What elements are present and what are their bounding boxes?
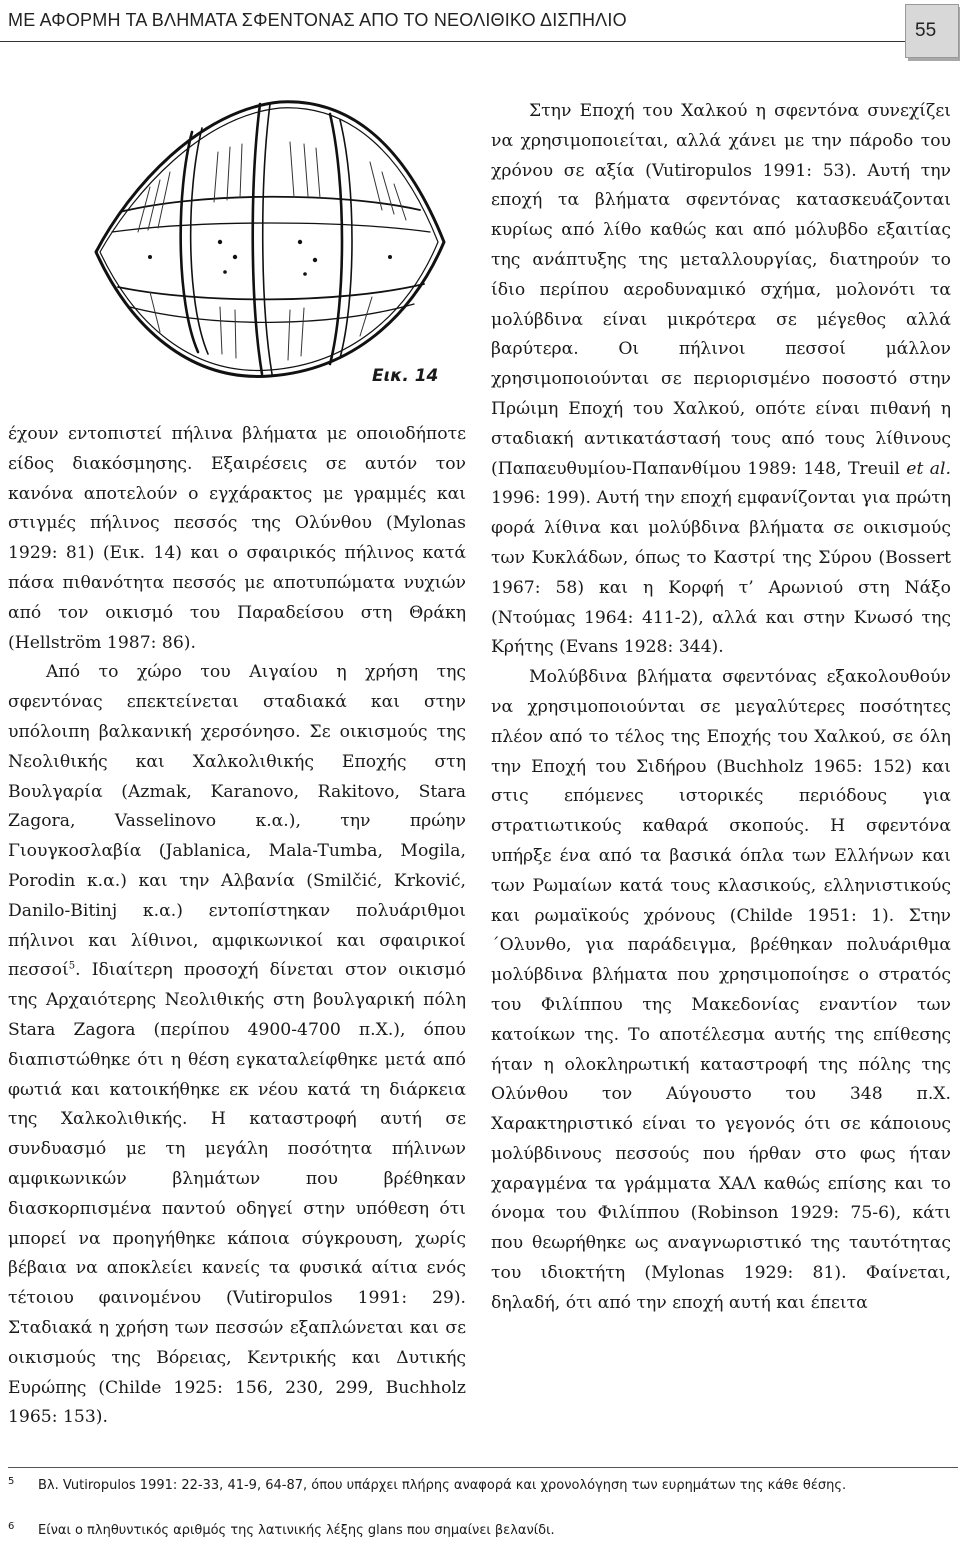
left-paragraph-2-a: Από το χώρο του Αιγαίου η χρήση της σφεντόνας επεκτείνεται σταδιακά και στην υπόλοιπη βαλκανική χερσόνησο. Σε οικισμούς της Νεολιθικής και Χαλκολιθικής Εποχής στη Βουλγαρία (Azmak, Karanovo, Rakitovo, Stara Zagora, Vasselinovo κ.α.), την πρώην Γιουγκοσλαβία (Jablanica, Mala-Tumba, Mogila, Porodin κ.α.) και την Αλβανία (Smilčić, Krković, Danilo-Bitinj κ.α.) εντοπίστηκαν πολυάριθμοι πήλινοι και λίθινοι, αμφικωνικοί και σφαιρικοί πεσσοί (8, 662, 466, 981)
left-paragraph-2-b: . Ιδιαίτερη προσοχή δίνεται στον οικισμό της Αρχαιότερης Νεολιθικής στη βουλγαρική πόλη Stara Zagora (περίπου 4900-4700 π.Χ.), όπου διαπιστώθηκε ότι η θέση εγκαταλείφθηκε μετά από φωτιά και κατοικήθηκε εκ νέου κατά τη διάρκεια της Χαλκολιθικής. Η καταστροφή αυτή σε συνδυασμό με τη μεγάλη ποσότητα πήλινων αμφικωνικών βλημάτων που βρέθηκαν διασκορπισμένα παντού οδηγεί στην υπόθεση ότι μπορεί να προηγήθηκε κάποια σύγκρουση, χωρίς βέβαια να αποκλείει κανείς τα φυσικά αίτια ενός τέτοιου φαινομένου (Vutiropulos 1991: 29). Σταδιακά η χρήση των πεσσών εξαπλώνεται και σε οικισμούς της Βόρειας, Κεντρικής και Δυτικής Ευρώπης (Childe 1925: 156, 230, 299, Buchholz 1965: 153). (8, 960, 466, 1428)
header-rule (0, 41, 905, 42)
footnote-number: 6 (8, 1521, 15, 1532)
footnote-5 (8, 1476, 958, 1495)
right-column (491, 97, 951, 1319)
figure-caption: Εικ. 14 (372, 366, 439, 386)
footnote-text: Είναι ο πληθυντικός αριθμός της λατινικής λέξης glans που σημαίνει βελανίδι. (38, 1523, 555, 1538)
footnote-number: 5 (8, 1476, 15, 1487)
footnote-rule (8, 1467, 958, 1468)
footnote-ref-5[interactable]: 5 (68, 960, 76, 972)
right-paragraph-1 (491, 97, 951, 663)
sling-bullet-drawing (90, 92, 450, 387)
footnote-text: Βλ. Vutiropulos 1991: 22-33, 41-9, 64-87, όπου υπάρχει πλήρης αναφορά και χρονολόγηση των ευρημάτων της κάθε θέσης. (38, 1478, 847, 1493)
footnote-6 (8, 1521, 958, 1540)
left-paragraph-2 (8, 658, 466, 1433)
right-paragraph-2: Μολύβδινα βλήματα σφεντόνας εξακολουθούν να χρησιμοποιούνται σε μεγαλύτερες ποσότητες πλέον από το τέλος της Εποχής του Χαλκού, σε όλη την Εποχή του Σιδήρου (Buchholz 1965: 152) και στις επόμενες ιστορικές περιόδους για στρατιωτικούς καθαρά σκοπούς. Η σφεντόνα υπήρξε ένα από τα βασικά όπλα των Ελλήνων και των Ρωμαίων κατά τους κλασικούς, ελληνιστικούς και ρωμαϊκούς χρόνους (Childe 1951: 1). Στην ΄Ολυνθο, για παράδειγμα, βρέθηκαν πολυάριθμα μολύβδινα βλήματα που χρησιμοποίησε ο στρατός του Φιλίππου της Μακεδονίας εναντίον των κατοίκων της. Το αποτέλεσμα αυτής της επίθεσης ήταν η ολοκληρωτική καταστροφή της πόλης της Ολύνθου τον Αύγουστο του 348 π.Χ. Χαρακτηριστικό είναι το γεγονός ότι σε κάποιους μολύβδινους πεσσούς που ήρθαν στο φως ήταν χαραγμένα τα γράμματα ΧΑΛ καθώς επίσης και το όνομα του Φιλίππου (Robinson 1929: 75-6), κάτι που θεωρήθηκε ως αναγνωριστικό της ταυτότητας του ιδιοκτήτη (Mylonas 1929: 81). Φαίνεται, δηλαδή, ότι από την εποχή αυτή και έπειτα (491, 667, 951, 1313)
left-paragraph-1: έχουν εντοπιστεί πήλινα βλήματα με οποιοδήποτε είδος διακόσμησης. Εξαιρέσεις σε αυτόν τον κανόνα αποτελούν ο εγχάρακτος με γραμμές και στιγμές πήλινος πεσσός της Ολύνθου (Mylonas 1929: 81) (Εικ. 14) και ο σφαιρικός πήλινος κατά πάσα πιθανότητα πεσσός με αποτυπώματα νυχιών από τον οικισμό του Παραδείσου στη Θράκη (Hellström 1987: 86). (8, 424, 466, 653)
et-al: et al. (906, 458, 952, 479)
running-title: ΜΕ ΑΦΟΡΜΗ ΤΑ ΒΛΗΜΑΤΑ ΣΦΕΝΤΟΝΑΣ ΑΠΟ ΤΟ ΝΕΟΛΙΘΙΚΟ ΔΙΣΠΗΛΙΟ (8, 10, 627, 30)
right-paragraph-1-b: 1996: 199). Αυτή την εποχή εμφανίζονται για πρώτη φορά λίθινα και μολύβδινα βλήματα σε οικισμούς των Κυκλάδων, όπως το Καστρί της Σύρου (Bossert 1967: 58) και η Κορφή τ’ Αρωνιού στη Νάξο (Ντούμας 1964: 411-2), αλλά και στην Κνωσό της Κρήτης (Evans 1928: 344). (491, 488, 951, 658)
left-column (8, 420, 466, 1433)
right-paragraph-1-a: Στην Εποχή του Χαλκού η σφεντόνα συνεχίζει να χρησιμοποιείται, αλλά χάνει με την πάροδο του χρόνου σε αξία (Vutiropulos 1991: 53). Αυτή την εποχή τα βλήματα σφεντόνας κατασκευάζονται κυρίως από λίθο καθώς και από μόλυβδο εξαιτίας της ανάπτυξης της μεταλλουργίας, διατηρούν το ίδιο περίπου αεροδυναμικό σχήμα, μολονότι τα μολύβδινα είναι μικρότερα σε μέγεθος αλλά βαρύτερα. Οι πήλινοι πεσσοί μάλλον χρησιμοποιούνται σε περιορισμένο ποσοστό στην Πρώιμη Εποχή του Χαλκού, οπότε είναι πιθανή η σταδιακή αντικατάστασή τους από τους λίθινους (Παπαευθυμίου-Παπανθίμου 1989: 148, Treuil (491, 101, 951, 479)
page-number: 55 (915, 20, 937, 41)
